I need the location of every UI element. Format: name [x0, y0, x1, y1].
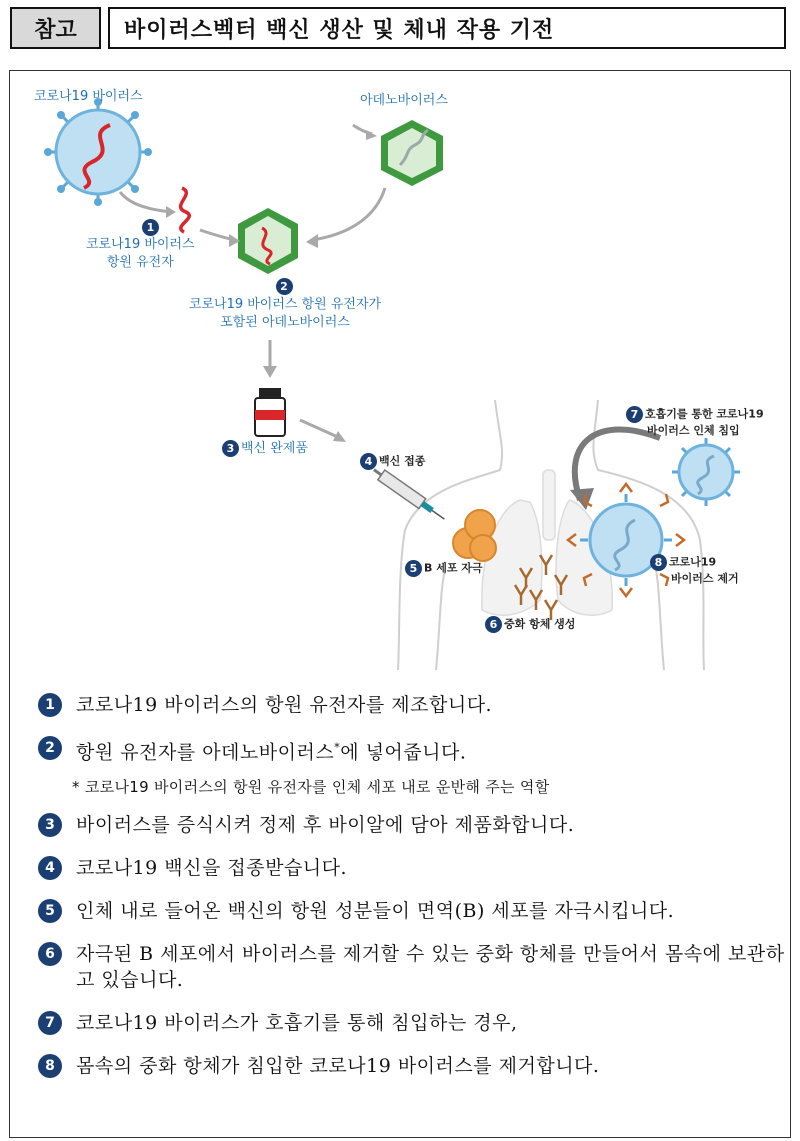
step-text: 코로나19 바이러스가 호흡기를 통해 침입하는 경우,: [76, 1012, 518, 1035]
step-number: 8: [38, 1054, 62, 1078]
step-item-5: [38, 898, 788, 924]
footnote-marker: *: [334, 741, 341, 754]
footnote: * 코로나19 바이러스의 항원 유전자를 인체 세포 내로 운반해 주는 역할: [72, 778, 550, 797]
mechanism-diagram: [0, 70, 800, 680]
step-item-6: [38, 941, 788, 993]
step5-diagram-label: 5 B 세포 자극: [405, 560, 483, 577]
adenovirus-label: 아데노바이러스: [360, 93, 448, 108]
step5-marker: 5: [405, 560, 422, 577]
step2-marker: 2: [276, 278, 293, 295]
reference-tag: 참고: [10, 7, 101, 49]
diagram-illustration: [0, 70, 800, 680]
steps-list: [38, 692, 788, 1096]
step-item-1: [38, 692, 788, 718]
vaccine-vial-icon: [255, 388, 285, 436]
step4-diagram-label: 4 백신 접종: [360, 453, 425, 470]
covid-virus-icon: [44, 98, 152, 206]
step-number: 5: [38, 899, 62, 923]
step-number: 2: [38, 736, 62, 760]
step1-marker: 1: [142, 219, 159, 236]
step-text: 인체 내로 들어온 백신의 항원 성분들이 면역(B) 세포를 자극시킵니다.: [76, 900, 675, 923]
recombinant-adenovirus-icon: [238, 208, 298, 274]
covid-virus-label: 코로나19 바이러스: [34, 89, 143, 104]
step-item-8: [38, 1053, 788, 1079]
step-text: 바이러스를 증식시켜 정제 후 바이알에 담아 제품화합니다.: [76, 814, 575, 837]
step3-marker: 3: [222, 440, 239, 457]
step8-marker: 8: [650, 554, 667, 571]
step-item-2: [38, 735, 788, 765]
step-item-3: [38, 812, 788, 838]
step3-diagram-label: 3 백신 완제품: [222, 440, 308, 458]
page-title: 바이러스벡터 백신 생산 및 체내 작용 기전: [108, 7, 786, 49]
step-text: 자극된 B 세포에서 바이러스를 제거할 수 있는 중화 항체를 만들어서 몸속에 보관하고 있습니다.: [76, 943, 785, 992]
b-cells-icon: [453, 510, 496, 561]
step7-diagram-label: 7 호흡기를 통한 코로나19 바이러스 인체 침입: [626, 406, 764, 438]
invading-virus-icon: [672, 438, 740, 506]
step8-diagram-label: 8 코로나19 바이러스 제거: [650, 554, 739, 586]
step-number: 1: [38, 693, 62, 717]
step-text: 코로나19 백신을 접종받습니다.: [76, 857, 348, 880]
step1-diagram-label: 1 코로나19 바이러스 항원 유전자: [86, 221, 195, 270]
step6-marker: 6: [485, 616, 502, 633]
step-number: 6: [38, 942, 62, 966]
step-text: 몸속의 중화 항체가 침입한 코로나19 바이러스를 제거합니다.: [76, 1055, 600, 1078]
step7-marker: 7: [626, 406, 643, 423]
step-item-7: [38, 1010, 788, 1036]
step-text: 항원 유전자를 아데노바이러스*에 넣어줍니다.: [76, 741, 467, 764]
adenovirus-icon: [381, 120, 443, 186]
step2-diagram-label: 2 코로나19 바이러스 항원 유전자가 포함된 아데노바이러스: [188, 280, 382, 330]
step6-diagram-label: 6 중화 항체 생성: [485, 616, 575, 633]
step-number: 4: [38, 856, 62, 880]
step-text: 코로나19 바이러스의 항원 유전자를 제조합니다.: [76, 694, 493, 716]
step-number: 7: [38, 1011, 62, 1035]
step-number: 3: [38, 813, 62, 837]
step-item-4: [38, 855, 788, 881]
step4-marker: 4: [360, 453, 377, 470]
